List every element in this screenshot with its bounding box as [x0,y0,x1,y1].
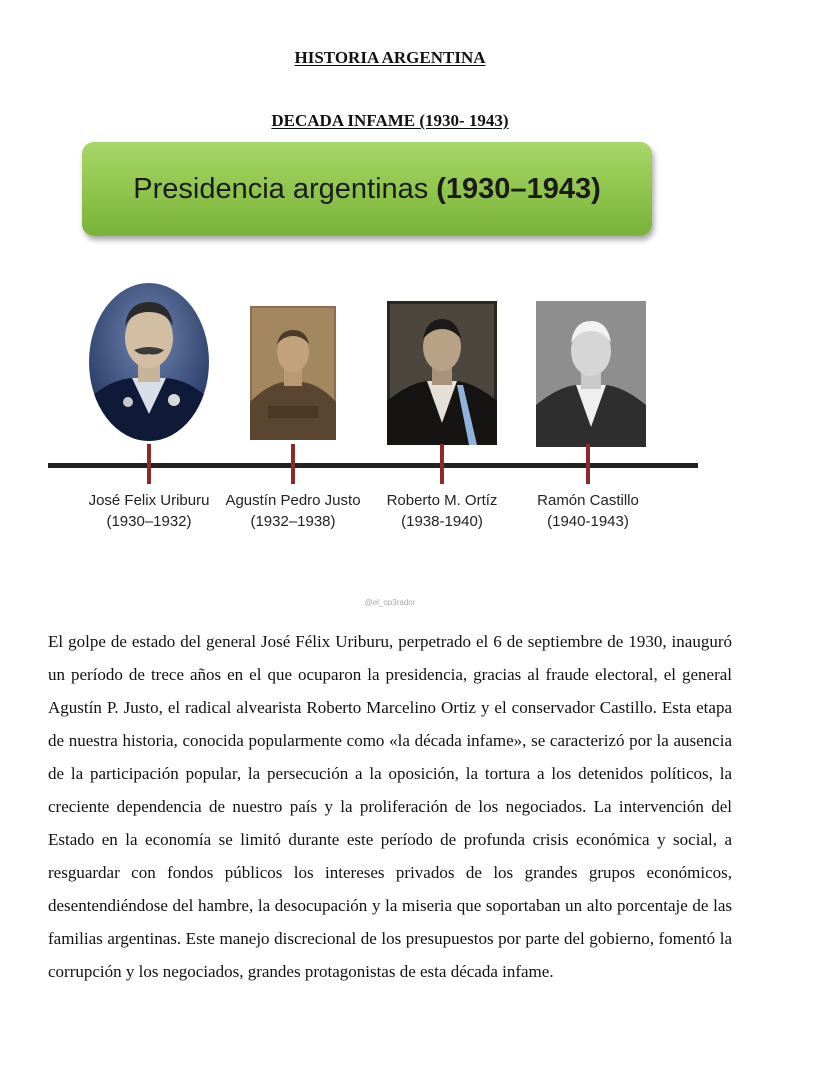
president-years: (1932–1938) [250,513,336,530]
president-name: Roberto M. Ortíz [386,492,498,509]
presidents-timeline-infographic [40,138,710,618]
timeline-banner [82,142,652,236]
president-years: (1938-1940) [401,513,483,530]
president-label-castillo [508,490,668,532]
portrait-ortiz [387,301,497,445]
portrait-castillo [536,301,646,447]
timeline-tick [147,444,151,484]
president-label-uriburu [69,490,229,532]
banner-years: (1930–1943) [436,172,601,205]
document-subtitle: DECADA INFAME (1930- 1943) [271,111,509,130]
president-name: Agustín Pedro Justo [225,492,361,509]
timeline-line [48,463,698,468]
president-label-justo [213,490,373,532]
timeline-tick [586,444,590,484]
president-years: (1930–1932) [106,513,192,530]
timeline-tick [440,444,444,484]
image-credit: @el_op3rador [364,598,416,607]
president-name: Ramón Castillo [537,492,639,509]
timeline-tick [291,444,295,484]
portrait-justo [250,306,336,440]
document-title: HISTORIA ARGENTINA [294,48,486,67]
banner-text: Presidencia argentinas [133,172,429,205]
president-label-ortiz [362,490,522,532]
president-name: José Felix Uriburu [88,492,210,509]
body-paragraph: El golpe de estado del general José Félix Uriburu, perpetrado el 6 de septiembre de 1930, inauguró un período de trece años en el que ocuparon la presidencia, gracias al fraude electoral, el general Agustín P. Justo, el radical alvearista Roberto Marcelino Ortiz y el conservador Castillo. Esta etapa de nuestra historia, conocida popularmente como «la década infame», se caracterizó por la ausencia de la participación popular, la persecución a la oposición, la tortura a los detenidos políticos, la creciente dependencia de nuestro país y la proliferación de los negociados. La intervención del Estado en la economía se limitó durante este período de profunda crisis económica y social, a resguardar con fondos públicos los intereses privados de los grandes grupos económicos, desentendiéndose del hambre, la desocupación y la miseria que soportaban un alto porcentaje de las familias argentinas. Este manejo discrecional de los presupuestos por parte del gobierno, fomentó la corrupción y los negociados, grandes protagonistas de esta década infame. [48,632,732,981]
portrait-uriburu [88,282,210,442]
president-years: (1940-1943) [547,513,629,530]
